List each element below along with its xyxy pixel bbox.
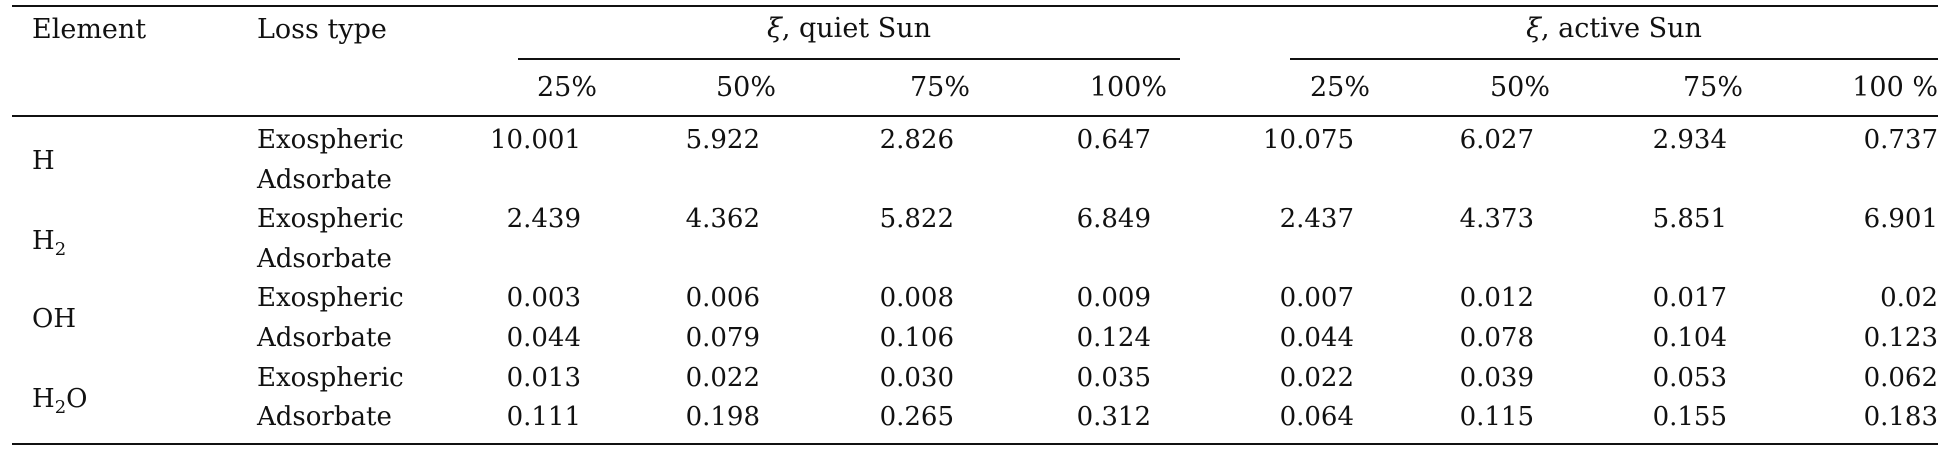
active-value-cell: 6.027 — [1459, 125, 1534, 155]
quiet-value-cell: 0.009 — [1076, 283, 1151, 313]
active-value-cell: 0.053 — [1652, 363, 1727, 393]
active-sun-label: , active Sun — [1540, 13, 1702, 44]
top-rule — [12, 5, 1938, 7]
header-quiet-sun — [518, 14, 1180, 44]
quiet-value-cell: 0.003 — [506, 283, 581, 313]
active-value-cell: 5.851 — [1652, 204, 1727, 234]
active-value-cell: 0.062 — [1863, 363, 1938, 393]
active-value-cell: 0.155 — [1652, 402, 1727, 432]
element-subscript: 2 — [54, 397, 67, 418]
quiet-value-cell: 0.022 — [685, 363, 760, 393]
active-value-cell: 0.078 — [1459, 323, 1534, 353]
subheader-active-col: 75% — [1682, 72, 1743, 103]
active-value-cell: 2.437 — [1279, 204, 1354, 234]
header-rule — [12, 115, 1938, 117]
quiet-value-cell: 5.822 — [879, 204, 954, 234]
subheader-active-col: 100 % — [1852, 72, 1938, 103]
active-value-cell: 0.012 — [1459, 283, 1534, 313]
subheader-quiet-col: 50% — [715, 72, 776, 103]
active-value-cell: 2.934 — [1652, 125, 1727, 155]
quiet-value-cell: 0.265 — [879, 402, 954, 432]
quiet-sun-label: , quiet Sun — [781, 13, 932, 44]
bottom-rule — [12, 443, 1938, 445]
quiet-value-cell: 0.008 — [879, 283, 954, 313]
active-value-cell: 0.022 — [1279, 363, 1354, 393]
subheader-quiet-col: 25% — [536, 72, 597, 103]
active-value-cell: 0.017 — [1652, 283, 1727, 313]
element-label — [32, 146, 55, 176]
loss-type-cell: Exospheric — [257, 125, 404, 155]
quiet-value-cell: 0.035 — [1076, 363, 1151, 393]
quiet-value-cell: 0.198 — [685, 402, 760, 432]
quiet-value-cell: 0.030 — [879, 363, 954, 393]
active-value-cell: 0.039 — [1459, 363, 1534, 393]
element-label — [32, 304, 76, 334]
loss-type-cell: Exospheric — [257, 283, 404, 313]
loss-type-cell: Adsorbate — [257, 165, 392, 195]
quiet-value-cell: 6.849 — [1076, 204, 1151, 234]
quiet-value-cell: 0.079 — [685, 323, 760, 353]
loss-type-cell: Adsorbate — [257, 402, 392, 432]
active-value-cell: 6.901 — [1863, 204, 1938, 234]
quiet-value-cell: 0.647 — [1076, 125, 1151, 155]
active-value-cell: 0.123 — [1863, 323, 1938, 353]
quiet-value-cell: 0.111 — [506, 402, 581, 432]
active-value-cell: 0.007 — [1279, 283, 1354, 313]
xi-symbol: ξ — [766, 13, 782, 44]
element-base: H — [32, 384, 55, 414]
active-value-cell: 0.02 — [1880, 283, 1938, 313]
active-value-cell: 0.104 — [1652, 323, 1727, 353]
active-value-cell: 10.075 — [1263, 125, 1354, 155]
quiet-value-cell: 2.439 — [506, 204, 581, 234]
quiet-value-cell: 2.826 — [879, 125, 954, 155]
element-base: H — [32, 226, 55, 256]
quiet-value-cell: 0.013 — [506, 363, 581, 393]
quiet-value-cell: 0.006 — [685, 283, 760, 313]
loss-fraction-table — [12, 0, 1938, 453]
loss-type-cell: Adsorbate — [257, 244, 392, 274]
subheader-quiet-col: 75% — [909, 72, 970, 103]
quiet-value-cell: 0.312 — [1076, 402, 1151, 432]
element-label — [32, 226, 67, 260]
active-value-cell: 0.064 — [1279, 402, 1354, 432]
quiet-value-cell: 0.044 — [506, 323, 581, 353]
quiet-value-cell: 0.124 — [1076, 323, 1151, 353]
element-label — [32, 384, 88, 418]
active-value-cell: 0.183 — [1863, 402, 1938, 432]
active-value-cell: 0.737 — [1863, 125, 1938, 155]
active-value-cell: 0.044 — [1279, 323, 1354, 353]
quiet-group-underline — [518, 58, 1180, 60]
quiet-value-cell: 4.362 — [685, 204, 760, 234]
header-active-sun — [1290, 14, 1938, 44]
loss-type-cell: Exospheric — [257, 204, 404, 234]
header-loss-type: Loss type — [257, 14, 387, 45]
loss-type-cell: Adsorbate — [257, 323, 392, 353]
quiet-value-cell: 0.106 — [879, 323, 954, 353]
xi-symbol: ξ — [1526, 13, 1541, 44]
element-suffix: O — [66, 384, 88, 414]
subheader-active-col: 25% — [1309, 72, 1370, 103]
loss-type-cell: Exospheric — [257, 363, 404, 393]
active-value-cell: 0.115 — [1459, 402, 1534, 432]
active-value-cell: 4.373 — [1459, 204, 1534, 234]
quiet-value-cell: 10.001 — [490, 125, 581, 155]
header-element: Element — [32, 14, 147, 45]
element-subscript: 2 — [54, 239, 67, 260]
subheader-quiet-col: 100% — [1089, 72, 1167, 103]
element-base: OH — [32, 304, 76, 334]
active-group-underline — [1290, 58, 1938, 60]
element-base: H — [32, 146, 55, 176]
subheader-active-col: 50% — [1489, 72, 1550, 103]
quiet-value-cell: 5.922 — [685, 125, 760, 155]
